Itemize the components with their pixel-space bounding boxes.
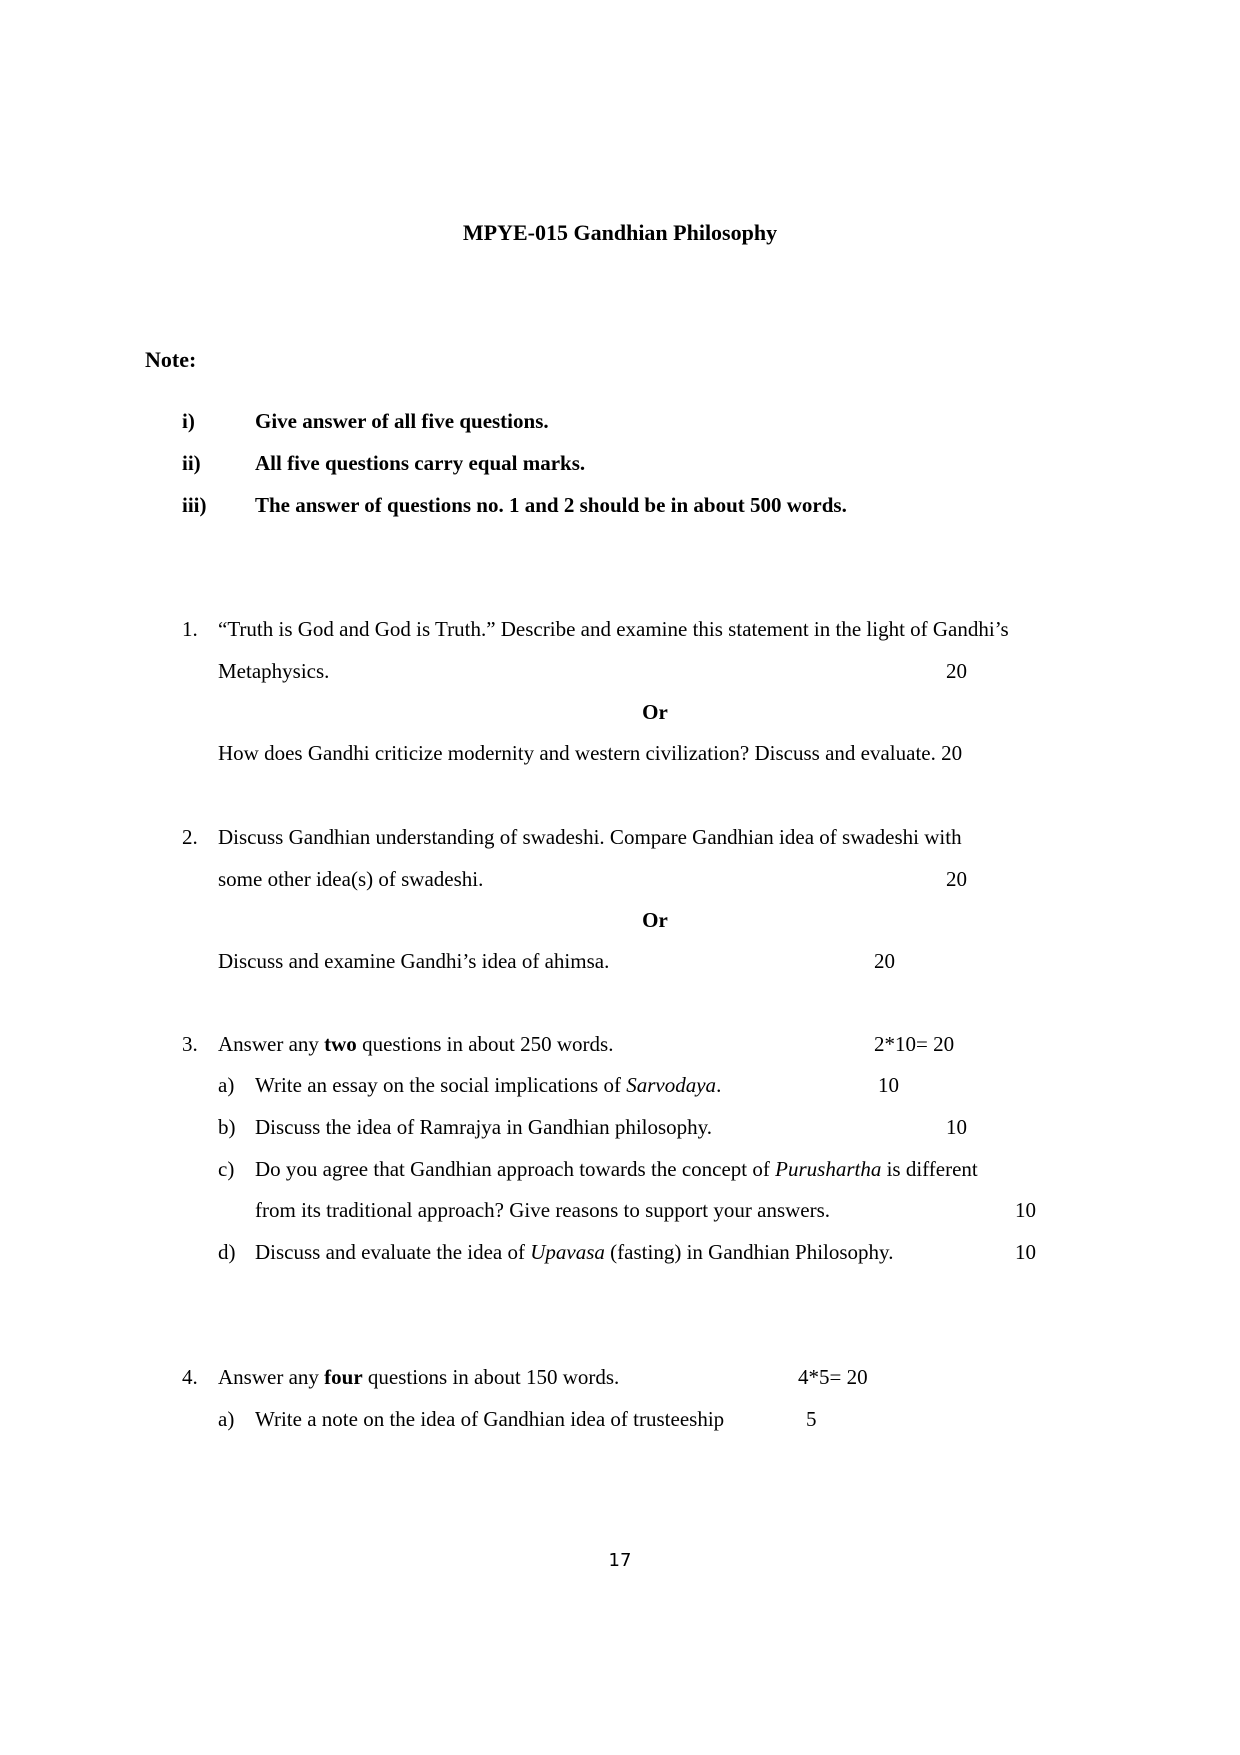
- question-marks: 10: [1015, 1240, 1036, 1264]
- question-number: 1.: [182, 617, 198, 641]
- sub-question-text: Write a note on the idea of Gandhian idea of trusteeship: [255, 1407, 725, 1431]
- sub-question-label: b): [218, 1115, 236, 1139]
- question-marks: 20: [946, 867, 967, 891]
- question-text: [218, 741, 962, 766]
- question-number: 2.: [182, 825, 198, 849]
- question-marks: 2*10= 20: [874, 1032, 955, 1056]
- question-text: Answer any two questions in about 250 words.: [218, 1032, 614, 1056]
- sub-question-label: d): [218, 1240, 236, 1264]
- question-marks: 10: [878, 1073, 899, 1097]
- sub-question-text: Discuss the idea of Ramrajya in Gandhian philosophy.: [255, 1115, 713, 1139]
- question-alt-text: How does Gandhi criticize modernity and western civilization? Discuss and evaluate.: [218, 741, 936, 765]
- question-text: “Truth is God and God is Truth.” Describe and examine this statement in the light of Gandhi’s: [218, 617, 1009, 641]
- question-text: Discuss Gandhian understanding of swadeshi. Compare Gandhian idea of swadeshi with: [218, 825, 962, 849]
- question-number: 3.: [182, 1032, 198, 1056]
- question-marks: 5: [806, 1407, 817, 1431]
- sub-question-text: Do you agree that Gandhian approach towards the concept of Purushartha is different: [255, 1157, 978, 1181]
- note-item-text: All five questions carry equal marks.: [255, 451, 586, 475]
- question-number: 4.: [182, 1365, 198, 1389]
- sub-question-text: Write an essay on the social implications of Sarvodaya.: [255, 1073, 722, 1097]
- or-separator: Or: [642, 908, 668, 932]
- note-item-number: i): [182, 409, 195, 433]
- question-alt-text: Discuss and examine Gandhi’s idea of ahimsa.: [218, 949, 610, 973]
- question-text: Answer any four questions in about 150 words.: [218, 1365, 620, 1389]
- sub-question-label: a): [218, 1073, 235, 1097]
- question-marks: 10: [946, 1115, 967, 1139]
- note-item-text: The answer of questions no. 1 and 2 should be in about 500 words.: [255, 493, 847, 517]
- sub-question-label: a): [218, 1407, 235, 1431]
- note-label: Note:: [145, 347, 197, 372]
- note-item-text: Give answer of all five questions.: [255, 409, 549, 433]
- or-separator: Or: [642, 700, 668, 724]
- question-marks: 20: [946, 659, 967, 683]
- note-item-number: ii): [182, 451, 201, 475]
- emphasis-text: four: [324, 1365, 363, 1389]
- sub-question-label: c): [218, 1157, 235, 1181]
- page-title: MPYE-015 Gandhian Philosophy: [462, 220, 778, 245]
- sub-question-text: from its traditional approach? Give reasons to support your answers.: [255, 1198, 831, 1222]
- note-item-number: iii): [182, 493, 207, 517]
- question-marks: 4*5= 20: [798, 1365, 868, 1389]
- question-text: some other idea(s) of swadeshi.: [218, 867, 484, 891]
- sub-question-text: Discuss and evaluate the idea of Upavasa (fasting) in Gandhian Philosophy.: [255, 1240, 894, 1264]
- question-text: Metaphysics.: [218, 659, 330, 683]
- page-number: 17: [608, 1550, 632, 1571]
- question-marks: 20: [941, 741, 963, 765]
- emphasis-text: two: [324, 1032, 357, 1056]
- question-marks: 20: [874, 949, 895, 973]
- question-marks: 10: [1015, 1198, 1036, 1222]
